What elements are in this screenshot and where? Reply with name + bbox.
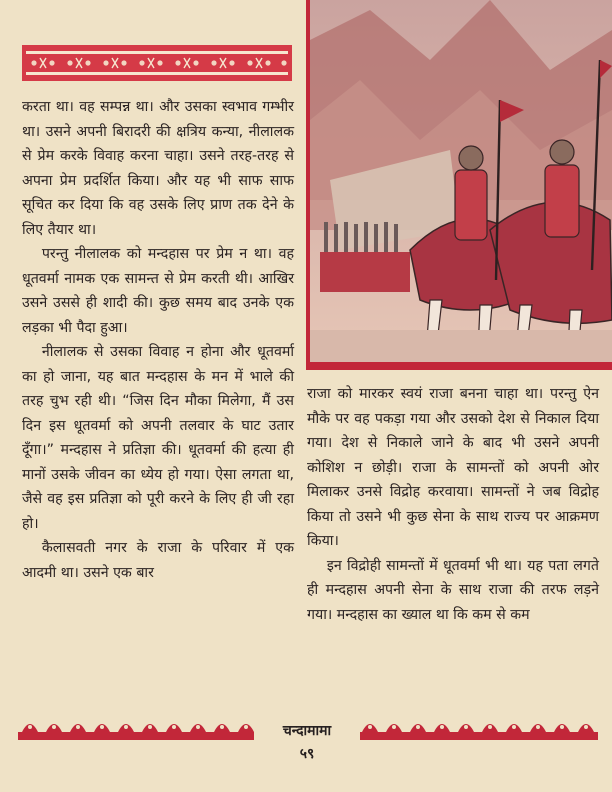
left-text-column: [22, 95, 294, 585]
decorative-footer-border-left: [18, 710, 254, 742]
decorative-header-border: [22, 45, 292, 81]
left-paragraph-3: नीलालक से उसका विवाह न होना और धूतवर्मा का हो जाना, यह बात मन्दहास के मन में भाले की तरह चुभ रही थी। “जिस दिन मौका मिलेगा, मैं उस दिन इस धूतवर्मा को अपनी तलवार के घाट उतार दूँगा।” मन्दहास ने प्रतिज्ञा की। धूतवर्मा की हत्या ही मानों उसके जीवन का ध्येय हो गया। ऐसा लगता था, जैसे वह इस प्रतिज्ञा को पूरी करने के लिए ही जी रहा हो।: [22, 344, 294, 532]
left-paragraph-2: परन्तु नीलालक को मन्दहास पर प्रेम न था। वह धूतवर्मा नामक एक सामन्त से प्रेम करती थी। आखिर उसने उससे ही शादी की। कुछ समय बाद उनके एक लड़का भी पैदा हुआ।: [22, 246, 294, 336]
story-illustration: [306, 0, 612, 370]
right-text-column: [307, 382, 599, 627]
left-paragraph-1: करता था। वह सम्पन्न था। और उसका स्वभाव गम्भीर था। उसने अपनी बिरादरी की क्षत्रिय कन्या, नीलालक से प्रेम करके विवाह करना चाहा। उसने तरह-तरह से अपना प्रेम प्रदर्शित किया। और यह भी साफ साफ सूचित कर दिया कि वह उसके लिए प्राण तक देने के लिए तैयार था।: [22, 99, 294, 238]
left-paragraph-4: कैलासवती नगर के राजा के परिवार में एक आदमी था। उसने एक बार: [22, 540, 294, 581]
magazine-name: चन्दामामा: [282, 723, 332, 739]
right-paragraph-2: इन विद्रोही सामन्तों में धूतवर्मा भी था। यह पता लगते ही मन्दहास अपनी सेना के साथ राजा की तरफ लड़ने गया। मन्दहास का ख्याल था कि कम से कम: [307, 557, 599, 623]
decorative-footer-border-right: [360, 710, 598, 742]
right-paragraph-1: राजा को मारकर स्वयं राजा बनना चाहा था। परन्तु ऐन मौके पर वह पकड़ा गया और उसको देश से निकाल दिया गया। देश से निकाले जाने के बाद भी उसने अपनी कोशिश न छोड़ी। राजा के सामन्तों को अपनी ओर मिलाकर उनसे विद्रोह करवाया। सामन्तों ने जब विद्रोह किया तो उसने भी कुछ सेना के साथ राज्य पर आक्रमण किया।: [307, 386, 599, 549]
page-number: ५९: [299, 746, 315, 762]
